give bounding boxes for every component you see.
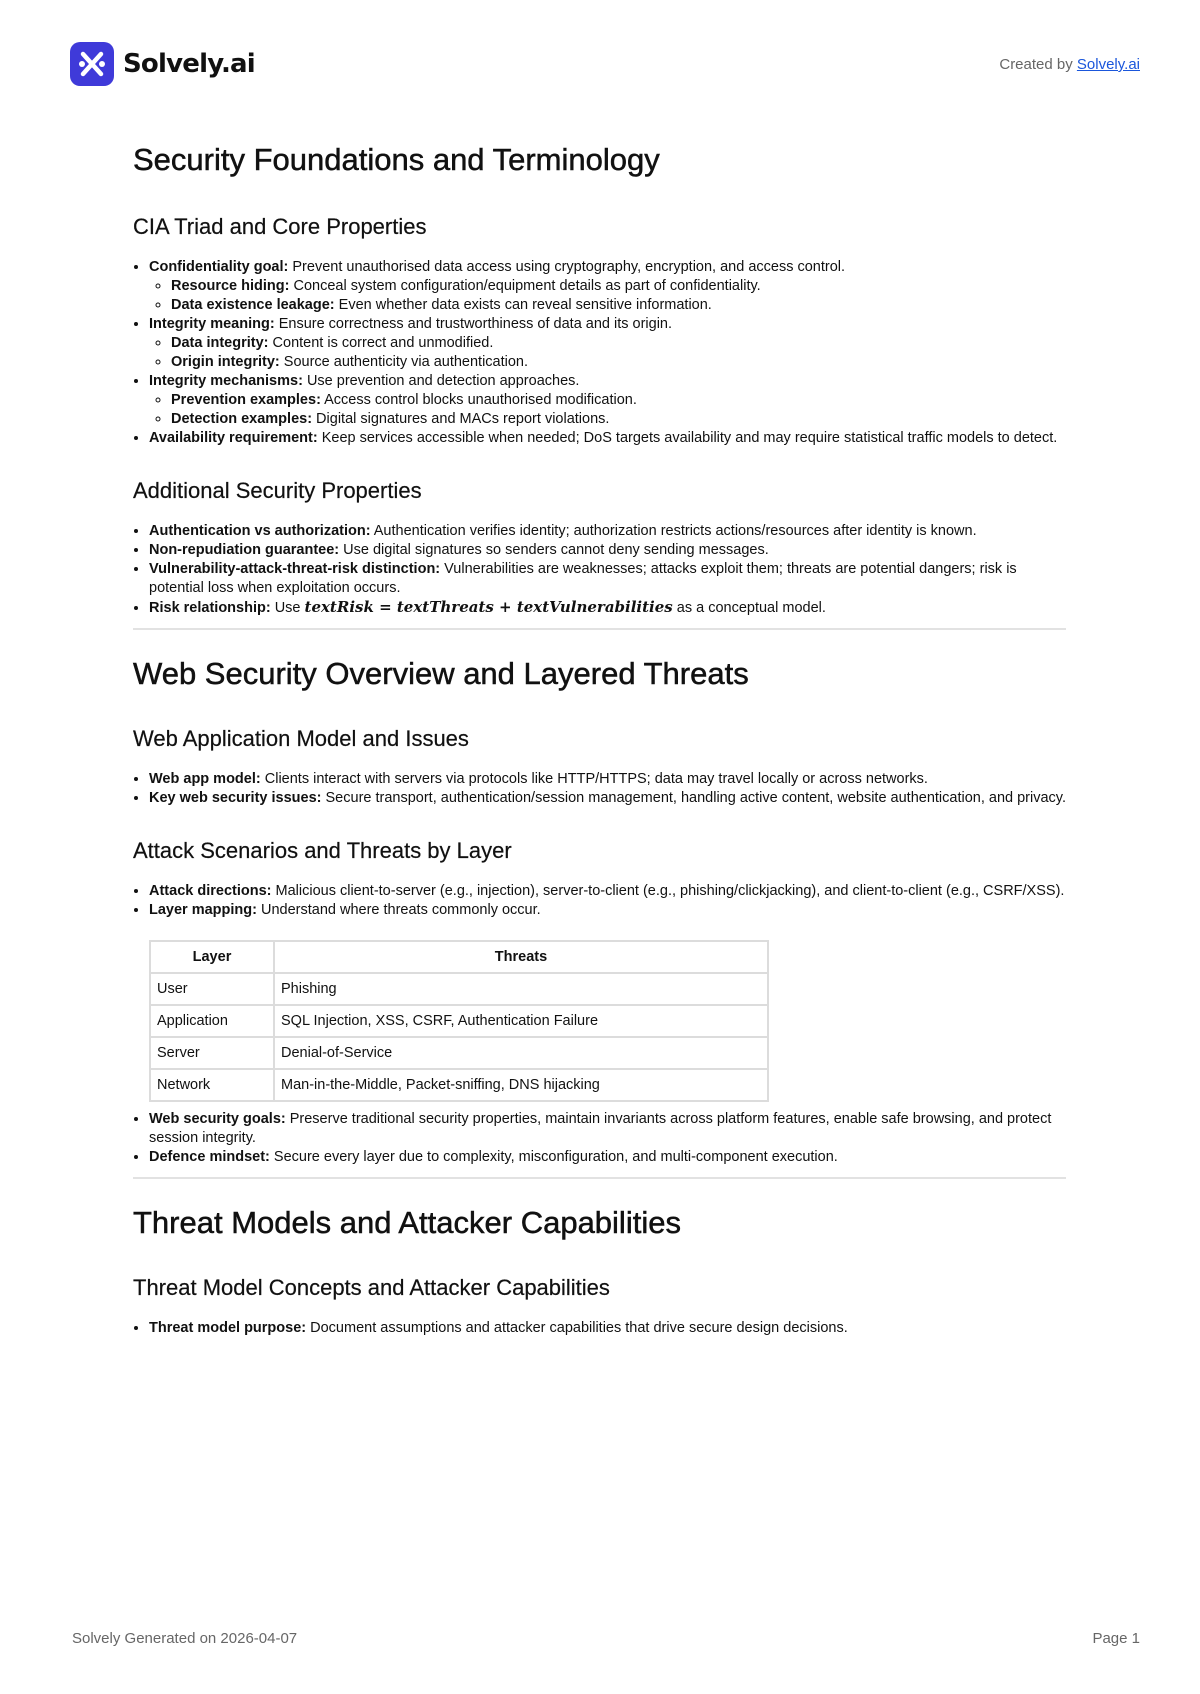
table-cell: SQL Injection, XSS, CSRF, Authentication Failure bbox=[274, 1005, 768, 1037]
list-item: ◦ Resource hiding: Conceal system configuration/equipment details as part of confidentiality. bbox=[171, 277, 1066, 296]
list-item: ◦ Data existence leakage: Even whether data exists can reveal sensitive information. bbox=[171, 296, 1066, 315]
column-header-threats: Threats bbox=[274, 941, 768, 973]
bullet-list bbox=[133, 1110, 1066, 1167]
section-divider bbox=[133, 1177, 1066, 1179]
subsection-title: CIA Triad and Core Properties bbox=[133, 214, 427, 239]
solvely-link[interactable]: Solvely.ai bbox=[1076, 56, 1140, 73]
bullet-list bbox=[133, 1319, 1066, 1338]
section-divider bbox=[133, 628, 1066, 630]
list-item: ◦ Prevention examples: Access control blocks unauthorised modification. bbox=[171, 391, 1066, 410]
table-row bbox=[150, 1037, 768, 1069]
column-header-layer: Layer bbox=[150, 941, 274, 973]
section-title: Threat Models and Attacker Capabilities bbox=[133, 1205, 681, 1240]
list-item: • Defence mindset: Secure every layer due to complexity, misconfiguration, and multi-component execution. bbox=[149, 1148, 1066, 1167]
risk-formula: textRisk = textThreats + textVulnerabilities bbox=[304, 598, 673, 616]
created-by bbox=[999, 56, 1140, 73]
table-cell: Man-in-the-Middle, Packet-sniffing, DNS hijacking bbox=[274, 1069, 768, 1101]
table-row bbox=[150, 1069, 768, 1101]
bullet-list bbox=[133, 258, 1066, 448]
list-item: • Risk relationship: Use textRisk = textThreats + textVulnerabilities as a conceptual model. bbox=[149, 598, 1066, 618]
list-item: • Key web security issues: Secure transport, authentication/session management, handling active content, website authentication, and privacy. bbox=[149, 789, 1066, 808]
list-item: • Vulnerability-attack-threat-risk distinction: Vulnerabilities are weaknesses; attacks exploit them; threats are potential dangers; risk is potential loss when exploitation occurs. bbox=[149, 560, 1066, 598]
list-item: • Confidentiality goal: Prevent unauthorised data access using cryptography, encryption, and access control. ◦ Resource hiding: Conceal system configuration/equipment details as part of confidentiality. ◦ Data existence leakage: Even whether data exists can reveal sensitive information. bbox=[149, 258, 1066, 315]
page-header bbox=[70, 40, 1140, 86]
footer-generated: Solvely Generated on 2026-04-07 bbox=[72, 1630, 298, 1647]
section-title: Security Foundations and Terminology bbox=[133, 142, 660, 177]
list-item: • Integrity mechanisms: Use prevention and detection approaches. ◦ Prevention examples: Access control blocks unauthorised modification. ◦ Detection examples: Digital signatures and MACs report violations. bbox=[149, 372, 1066, 429]
list-item: • Layer mapping: Understand where threats commonly occur. bbox=[149, 901, 1066, 920]
table-cell: Server bbox=[150, 1037, 274, 1069]
created-by-label: Created by bbox=[999, 56, 1077, 73]
list-item: • Authentication vs authorization: Authentication verifies identity; authorization restricts actions/resources after identity is known. bbox=[149, 522, 1066, 541]
subsection-title: Additional Security Properties bbox=[133, 478, 422, 503]
list-item: ◦ Origin integrity: Source authenticity via authentication. bbox=[171, 353, 1066, 372]
document-body bbox=[133, 142, 1066, 1338]
table-header-row bbox=[150, 941, 768, 973]
logo-text: Solvely.ai bbox=[123, 49, 255, 79]
list-item: • Non-repudiation guarantee: Use digital signatures so senders cannot deny sending messages. bbox=[149, 541, 1066, 560]
list-item: • Integrity meaning: Ensure correctness and trustworthiness of data and its origin. ◦ Data integrity: Content is correct and unmodified. ◦ Origin integrity: Source authenticity via authentication. bbox=[149, 315, 1066, 372]
page-number: Page 1 bbox=[1092, 1630, 1140, 1647]
bullet-list bbox=[133, 882, 1066, 920]
threats-by-layer-table bbox=[149, 940, 769, 1102]
subsection-title: Web Application Model and Issues bbox=[133, 726, 469, 751]
list-item: ◦ Data integrity: Content is correct and unmodified. bbox=[171, 334, 1066, 353]
section-title: Web Security Overview and Layered Threats bbox=[133, 656, 749, 691]
bullet-list bbox=[133, 522, 1066, 618]
table-cell: Network bbox=[150, 1069, 274, 1101]
table-cell: Denial-of-Service bbox=[274, 1037, 768, 1069]
list-item: ◦ Detection examples: Digital signatures and MACs report violations. bbox=[171, 410, 1066, 429]
list-item: • Web app model: Clients interact with servers via protocols like HTTP/HTTPS; data may travel locally or across networks. bbox=[149, 770, 1066, 789]
subsection-title: Threat Model Concepts and Attacker Capabilities bbox=[133, 1275, 610, 1300]
table-cell: Application bbox=[150, 1005, 274, 1037]
list-item: • Attack directions: Malicious client-to-server (e.g., injection), server-to-client (e.g., phishing/clickjacking), and client-to-client (e.g., CSRF/XSS). bbox=[149, 882, 1066, 901]
list-item: • Threat model purpose: Document assumptions and attacker capabilities that drive secure design decisions. bbox=[149, 1319, 1066, 1338]
bullet-list bbox=[133, 770, 1066, 808]
list-item: • Availability requirement: Keep services accessible when needed; DoS targets availability and may require statistical traffic models to detect. bbox=[149, 429, 1066, 448]
table-cell: Phishing bbox=[274, 973, 768, 1005]
logo bbox=[70, 42, 255, 86]
subsection-title: Attack Scenarios and Threats by Layer bbox=[133, 838, 512, 863]
table-row bbox=[150, 973, 768, 1005]
list-item: • Web security goals: Preserve traditional security properties, maintain invariants across platform features, enable safe browsing, and protect session integrity. bbox=[149, 1110, 1066, 1148]
solvely-logo-icon bbox=[70, 42, 114, 86]
table-row bbox=[150, 1005, 768, 1037]
table-cell: User bbox=[150, 973, 274, 1005]
